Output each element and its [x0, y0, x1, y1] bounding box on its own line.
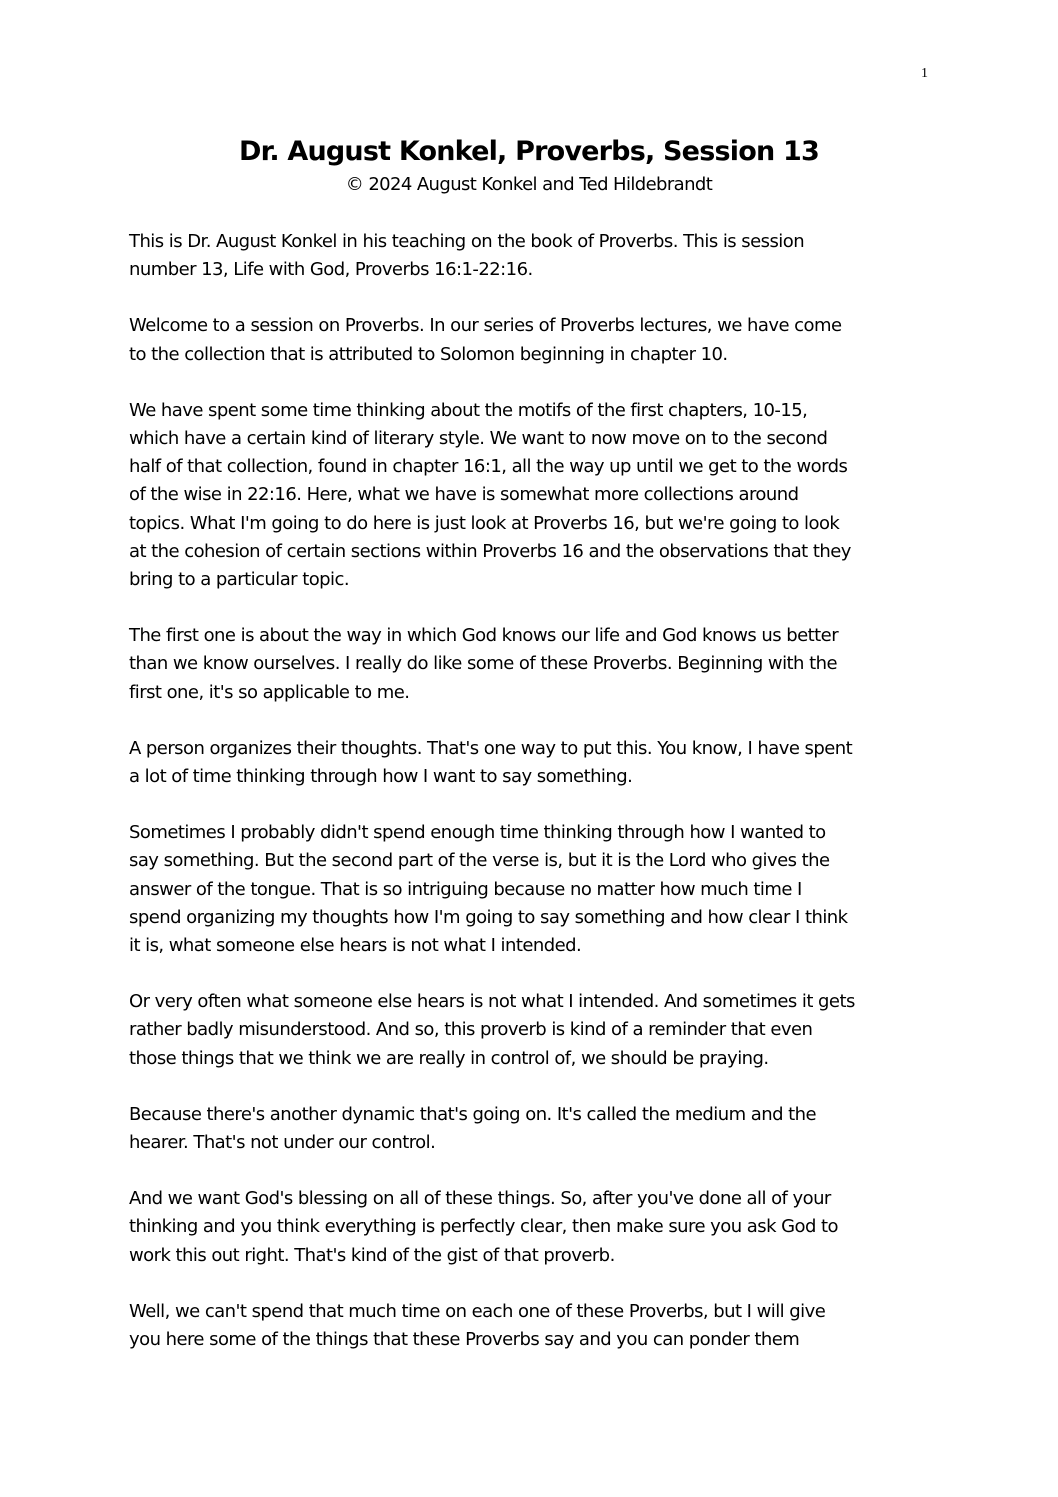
paragraph-line: We have spent some time thinking about the motifs of the first chapters, 10-15, [129, 399, 808, 421]
paragraph-line: This is Dr. August Konkel in his teaching on the book of Proverbs. This is session [129, 231, 805, 252]
paragraph-line: a lot of time thinking through how I want to say something. [129, 766, 633, 788]
paragraph-line: A person organizes their thoughts. That's one way to put this. You know, I have spent [129, 737, 853, 759]
paragraph-line: And we want God's blessing on all of these things. So, after you've done all of your [129, 1188, 831, 1210]
paragraph-line: Sometimes I probably didn't spend enough time thinking through how I wanted to [129, 822, 826, 844]
page-number: 1 [921, 66, 928, 81]
paragraph [129, 228, 959, 284]
paragraph-line: at the cohesion of certain sections within Proverbs 16 and the observations that they [129, 540, 851, 562]
paragraph-line: half of that collection, found in chapter 16:1, all the way up until we get to the words [129, 456, 848, 478]
paragraph-line: The first one is about the way in which God knows our life and God knows us better [129, 625, 839, 647]
paragraph-line: hearer. That's not under our control. [129, 1132, 436, 1154]
paragraph-line: Or very often what someone else hears is not what I intended. And sometimes it gets [129, 991, 855, 1013]
paragraph-line: Welcome to a session on Proverbs. In our series of Proverbs lectures, we have come [129, 315, 842, 337]
paragraph-line: than we know ourselves. I really do like some of these Proverbs. Beginning with the [129, 653, 837, 675]
paragraph [129, 312, 959, 368]
paragraph-line: you here some of the things that these Proverbs say and you can ponder them [129, 1329, 800, 1351]
paragraph-line: of the wise in 22:16. Here, what we have is somewhat more collections around [129, 484, 799, 506]
paragraph-line: answer of the tongue. That is so intriguing because no matter how much time I [129, 878, 802, 900]
paragraph-line: topics. What I'm going to do here is just look at Proverbs 16, but we're going to look [129, 512, 840, 534]
paragraph [129, 988, 959, 1073]
document-title: Dr. August Konkel, Proverbs, Session 13 [239, 136, 819, 167]
paragraph-line: say something. But the second part of the verse is, but it is the Lord who gives the [129, 850, 830, 872]
paragraph-line: thinking and you think everything is perfectly clear, then make sure you ask God to [129, 1216, 838, 1238]
paragraph-line: rather badly misunderstood. And so, this proverb is kind of a reminder that even [129, 1019, 813, 1041]
paragraph-line: Because there's another dynamic that's going on. It's called the medium and the [129, 1103, 817, 1125]
paragraph [129, 397, 959, 594]
paragraph-line: number 13, Life with God, Proverbs 16:1-22:16. [129, 259, 533, 281]
paragraph [129, 1185, 959, 1270]
paragraph [129, 735, 959, 791]
paragraph-line: it is, what someone else hears is not what I intended. [129, 935, 582, 957]
paragraph-line: spend organizing my thoughts how I'm going to say something and how clear I think [129, 906, 848, 928]
paragraph-line: to the collection that is attributed to Solomon beginning in chapter 10. [129, 343, 728, 365]
paragraph-line: first one, it's so applicable to me. [129, 681, 410, 703]
paragraph-line: those things that we think we are really in control of, we should be praying. [129, 1047, 769, 1069]
paragraph [129, 622, 959, 707]
document-body [129, 228, 959, 1382]
paragraph-line: work this out right. That's kind of the gist of that proverb. [129, 1244, 615, 1266]
paragraph-line: Well, we can't spend that much time on each one of these Proverbs, but I will give [129, 1300, 826, 1322]
paragraph-line: which have a certain kind of literary style. We want to now move on to the second [129, 428, 828, 450]
paragraph [129, 1298, 959, 1354]
paragraph [129, 819, 959, 960]
copyright-line: © 2024 August Konkel and Ted Hildebrandt [345, 174, 713, 195]
paragraph-line: bring to a particular topic. [129, 569, 350, 591]
paragraph [129, 1101, 959, 1157]
